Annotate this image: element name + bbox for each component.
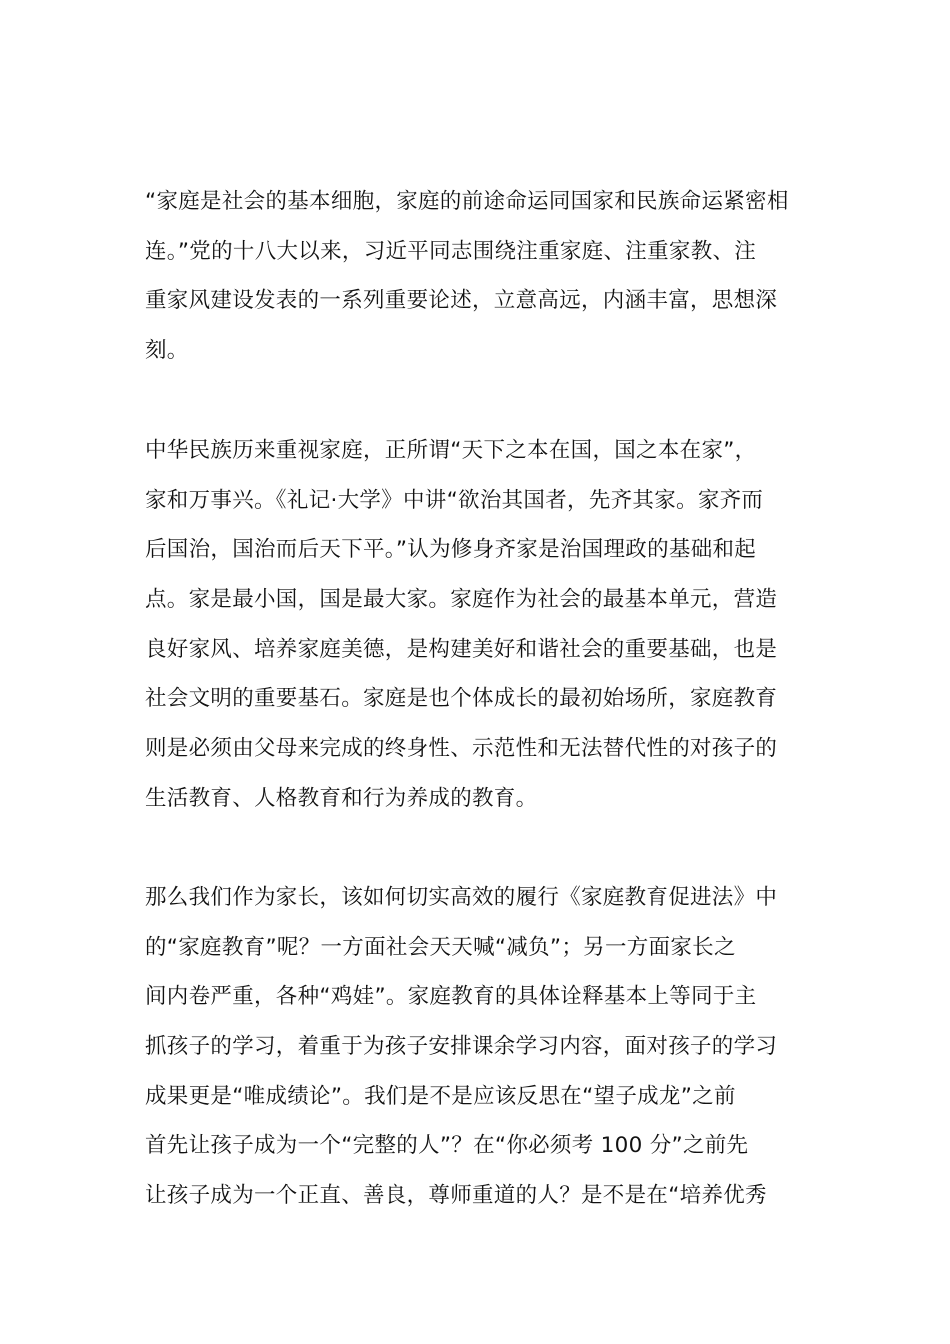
text-line: 良好家风、培养家庭美德，是构建美好和谐社会的重要基础，也是 bbox=[145, 636, 778, 662]
text-line: 那么我们作为家长，该如何切实高效的履行《家庭教育促进法》中 bbox=[145, 885, 778, 910]
text-line: 连。”党的十八大以来，习近平同志围绕注重家庭、注重家教、注 bbox=[145, 238, 757, 264]
text-line: 中华民族历来重视家庭，正所谓“天下之本在国，国之本在家”， bbox=[145, 438, 757, 463]
paragraph-family-education-law bbox=[145, 873, 813, 1221]
text-line: 社会文明的重要基石。家庭是也个体成长的最初始场所，家庭教育 bbox=[145, 686, 778, 712]
text-line: 间内卷严重，各种“鸡娃”。家庭教育的具体诠释基本上等同于主 bbox=[145, 984, 757, 1010]
paragraph-family-tradition bbox=[145, 426, 813, 824]
text-line: 生活教育、人格教育和行为养成的教育。 bbox=[145, 785, 538, 811]
text-line: 则是必须由父母来完成的终身性、示范性和无法替代性的对孩子的 bbox=[145, 736, 778, 762]
paragraph-family-cell bbox=[145, 177, 813, 376]
text-line: 点。家是最小国，国是最大家。家庭作为社会的最基本单元，营造 bbox=[145, 587, 778, 613]
text-line: 刻。 bbox=[145, 338, 189, 364]
text-line: 让孩子成为一个正直、善良，尊师重道的人？是不是在“培养优秀 bbox=[145, 1183, 767, 1209]
text-line: 抓孩子的学习，着重于为孩子安排课余学习内容，面对孩子的学习 bbox=[145, 1034, 778, 1060]
text-line: “家庭是社会的基本细胞，家庭的前途命运同国家和民族命运紧密相 bbox=[145, 189, 789, 214]
text-line: 首先让孩子成为一个“完整的人”？在“你必须考 100 分”之前先 bbox=[145, 1133, 749, 1159]
text-line: 的“家庭教育”呢？一方面社会天天喊“减负”；另一方面家长之 bbox=[145, 934, 736, 960]
text-line: 重家风建设发表的一系列重要论述，立意高远，内涵丰富，思想深 bbox=[145, 288, 778, 314]
text-line: 成果更是“唯成绩论”。我们是不是应该反思在“望子成龙”之前 bbox=[145, 1083, 736, 1109]
text-line: 家和万事兴。《礼记·大学》中讲“欲治其国者，先齐其家。家齐而 bbox=[145, 487, 764, 513]
text-line: 后国治，国治而后天下平。”认为修身齐家是治国理政的基础和起 bbox=[145, 537, 757, 563]
